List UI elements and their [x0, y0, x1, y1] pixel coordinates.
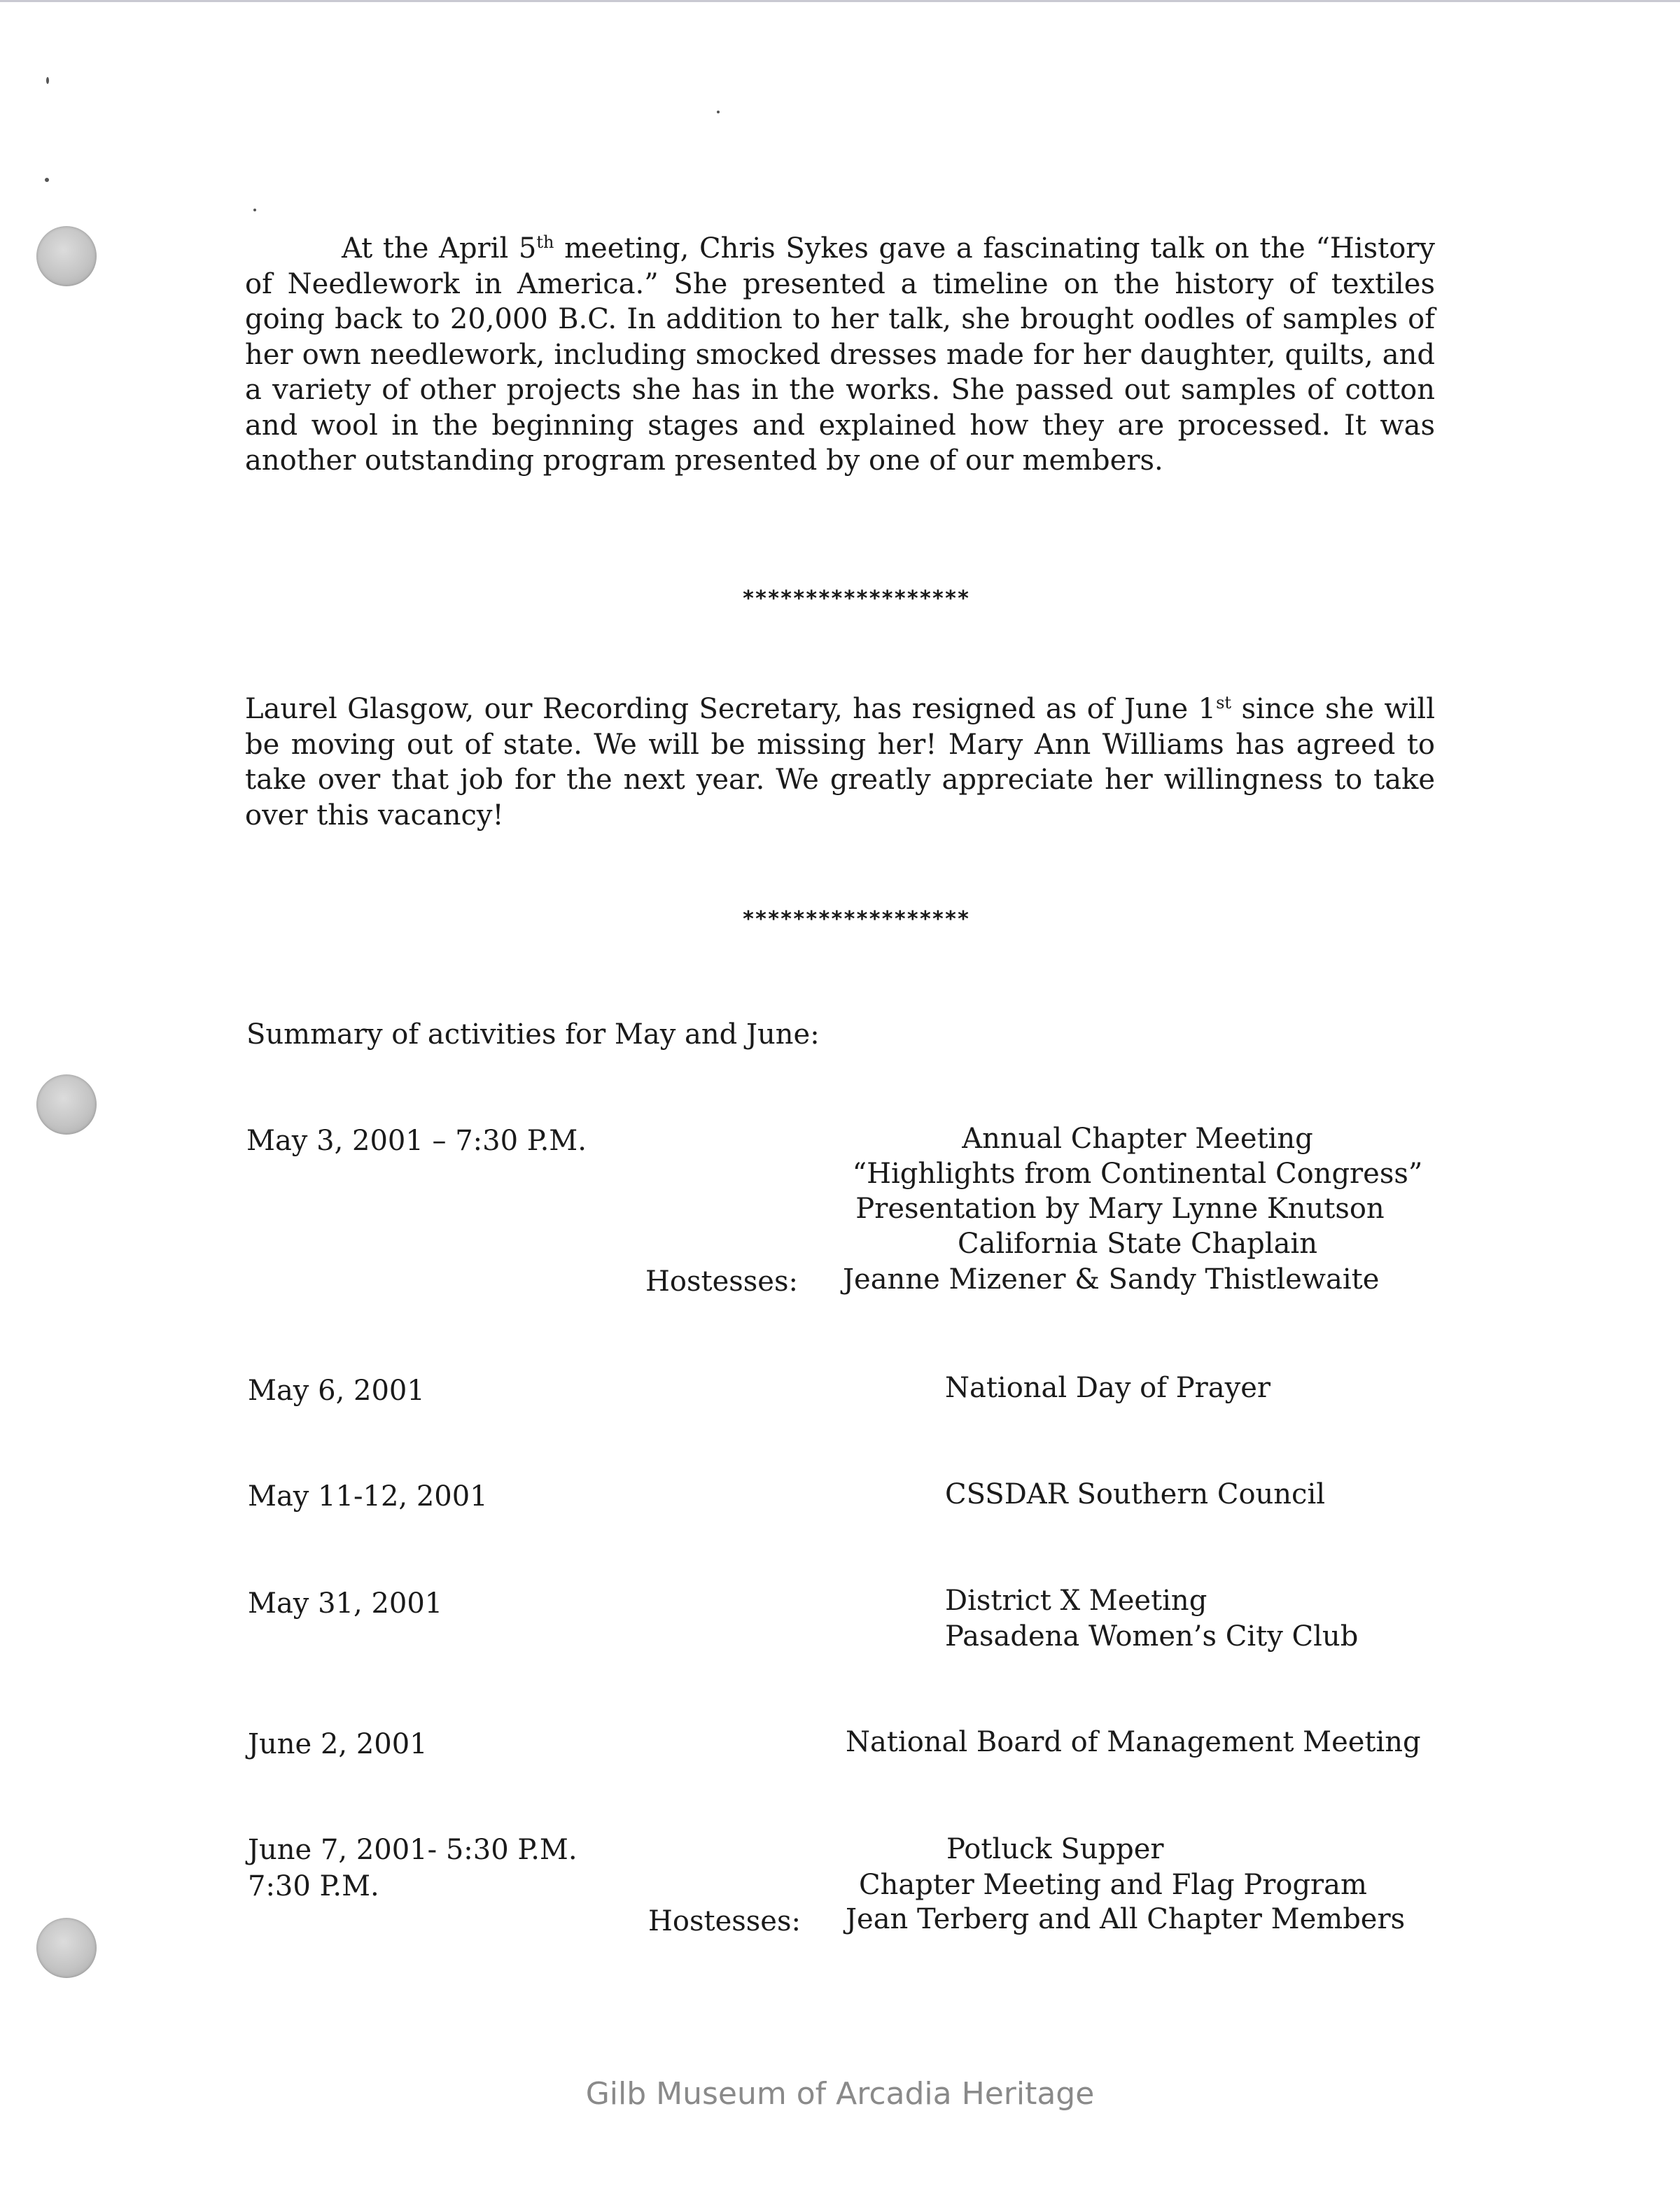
event-detail: Potluck Supper	[946, 1833, 1164, 1865]
event-detail: National Day of Prayer	[945, 1372, 1271, 1404]
hostess-names: Jeanne Mizener & Sandy Thistlewaite	[843, 1263, 1380, 1296]
event-date: June 2, 2001	[248, 1728, 428, 1760]
secretary-paragraph: Laurel Glasgow, our Recording Secretary, has resigned as of June 1st since she will be moving out of state. We will be missing her! Mary Ann Williams has agreed to take over that job for the next year. We greatly appreciate her willingness to take over this vacancy!	[245, 693, 1435, 832]
hostess-label: Hostesses:	[648, 1905, 801, 1937]
summary-heading: Summary of activities for May and June:	[246, 1018, 820, 1051]
event-detail: “Highlights from Continental Congress”	[852, 1158, 1423, 1190]
punch-hole-middle	[36, 1074, 97, 1135]
event-detail: Annual Chapter Meeting	[962, 1123, 1313, 1155]
event-date: June 7, 2001- 5:30 P.M.	[248, 1834, 578, 1866]
scan-speck	[46, 77, 49, 84]
event-date: May 31, 2001	[248, 1587, 443, 1620]
museum-watermark: Gilb Museum of Arcadia Heritage	[585, 2076, 1095, 2112]
event-date: May 6, 2001	[248, 1375, 425, 1407]
punch-hole-top	[36, 226, 97, 286]
scan-speck	[45, 178, 49, 182]
event-detail: CSSDAR Southern Council	[945, 1478, 1326, 1510]
event-time: 7:30 P.M.	[248, 1870, 379, 1902]
hostess-label: Hostesses:	[645, 1265, 798, 1298]
punch-hole-bottom	[36, 1918, 97, 1978]
event-detail: Presentation by Mary Lynne Knutson	[855, 1193, 1385, 1225]
hostess-names: Jean Terberg and All Chapter Members	[846, 1903, 1406, 1935]
scan-speck	[717, 111, 720, 113]
event-detail: Pasadena Women’s City Club	[945, 1620, 1359, 1653]
section-separator: ******************	[742, 587, 970, 611]
section-separator: ******************	[742, 907, 970, 932]
scan-edge	[0, 0, 1680, 2]
scan-speck	[253, 209, 256, 211]
event-detail: Chapter Meeting and Flag Program	[859, 1869, 1367, 1901]
event-detail: California State Chaplain	[958, 1228, 1317, 1260]
event-date: May 11-12, 2001	[248, 1480, 488, 1513]
event-date: May 3, 2001 – 7:30 P.M.	[246, 1125, 587, 1157]
event-detail: National Board of Management Meeting	[846, 1726, 1421, 1758]
event-detail: District X Meeting	[945, 1585, 1208, 1617]
needlework-paragraph: At the April 5th meeting, Chris Sykes gave a fascinating talk on the “History of Needlework in America.” She presented a timeline on the history of textiles going back to 20,000 B.C. In addition to her talk, she brought oodles of samples of her own needlework, including smocked dresses made for her daughter, quilts, and a variety of other projects she has in the works. She passed out samples of cotton and wool in the beginning stages and explained how they are processed. It was another outstanding program presented by one of our members.	[245, 232, 1435, 477]
